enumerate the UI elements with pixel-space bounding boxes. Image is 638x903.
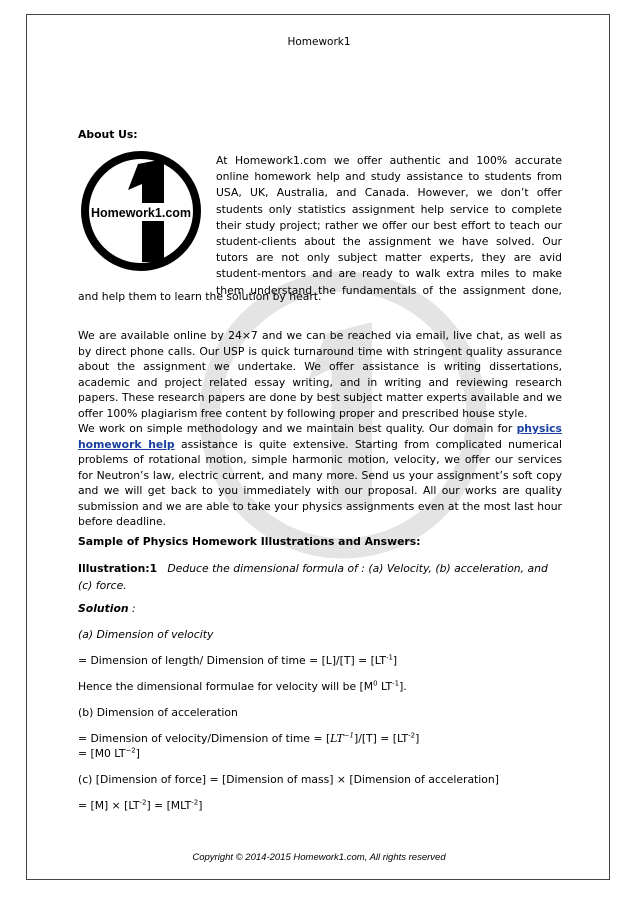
solution-b-line2-start: = [M0 LT <box>78 747 126 760</box>
solution-a-line1-end: ] <box>392 654 398 667</box>
methodology-text-before: We work on simple methodology and we maintain best quality. Our domain for <box>78 422 517 435</box>
availability-paragraph: We are available online by 24×7 and we can be reached via email, live chat, as well as by direct phone calls. Our USP is quick turnaround time with stringent quality assurance about the assignment we undertake. We offer assistance is writing dissertations, academic and project related essay writing, and in writing and reviewing research papers. These research papers are done by best subject matter experts available and we offer 100% plagiarism free content by following proper and prescribed house style. <box>78 329 562 420</box>
solution-label: Solution <box>78 602 129 615</box>
solution-a-heading: (a) Dimension of velocity <box>78 628 214 641</box>
solution-a-line2-sup1: -1 <box>392 679 400 688</box>
illustration-1 <box>78 560 562 594</box>
solution-b-formula-sup: −1 <box>343 731 354 740</box>
illustration-text: Deduce the dimensional formula of : (a) Velocity, (b) acceleration, and (c) force. <box>78 562 548 592</box>
solution-colon: : <box>128 602 136 615</box>
about-paragraph-tail: and help them to learn the solution by heart. <box>78 290 322 303</box>
solution-b-line1-end: ] <box>415 732 420 745</box>
page-footer: Copyright © 2014-2015 Homework1.com, All rights reserved <box>192 852 446 863</box>
solution-a-line2-start: Hence the dimensional formulae for velocity will be [M <box>78 680 374 693</box>
physics-homework-help-link[interactable]: physics homework help <box>78 422 562 451</box>
about-heading: About Us: <box>78 128 138 141</box>
logo-text: Homework1.com <box>90 206 192 220</box>
solution-a-line2-sup0: 0 <box>373 679 378 688</box>
solution-b-line2 <box>78 747 562 760</box>
solution-b-formula: LT <box>330 732 344 745</box>
solution-b-line1-mid: ]/[T] = [LT <box>353 732 409 745</box>
solution-c-line2-sup1: -2 <box>139 798 147 807</box>
solution-c-line2-start: = [M] × [LT <box>78 799 140 812</box>
solution-heading <box>78 602 562 615</box>
solution-a-line1-text: = Dimension of length/ Dimension of time = [L]/[T] = [LT <box>78 654 386 667</box>
solution-b-line2-end: ] <box>135 747 140 760</box>
solution-c-line2-end: ] <box>198 799 203 812</box>
illustration-label: Illustration:1 <box>78 562 158 575</box>
solution-a-line2-end: ]. <box>399 680 407 693</box>
solution-a-line1 <box>78 654 562 667</box>
about-paragraph: At Homework1.com we offer authentic and 100% accurate online homework help and study assistance to students from USA, UK, Australia, and Canada. However, we don’t offer students only statistics assignment help service to complete their study project; rather we offer our best effort to teach our student-clients about the assignment we have solved. Our tutors are not only subject matter experts, they are avid student-mentors and are ready to walk extra miles to make them understand the fundamentals of the assignment done, <box>216 154 562 297</box>
page-header: Homework1 <box>287 36 351 48</box>
solution-a-line2-mid: LT <box>377 680 393 693</box>
solution-c-line2-sup2: -2 <box>191 798 199 807</box>
homework1-logo <box>80 150 202 272</box>
solution-b-line1-start: = Dimension of velocity/Dimension of time = [ <box>78 732 331 745</box>
methodology-text-after: assistance is quite extensive. Starting from complicated numerical problems of rotational motion, simple harmonic motion, velocity, we offer our services for Neutron’s law, electric current, and many more. Send us your assignment’s soft copy and we will get back to you immediately with our proposal. All our works are quality submission and we are able to take your physics assignments even at the most last hour before deadline. <box>78 437 562 528</box>
solution-c-line2-mid: ] = [MLT <box>146 799 192 812</box>
solution-a-line1-sup: -1 <box>385 653 393 662</box>
solution-c-line1: (c) [Dimension of force] = [Dimension of mass] × [Dimension of acceleration] <box>78 773 499 786</box>
solution-b-line1 <box>78 732 562 745</box>
solution-b-line1-sup: -2 <box>408 731 416 740</box>
solution-c-line2 <box>78 799 562 812</box>
solution-b-line2-sup: −2 <box>125 746 136 755</box>
sample-heading: Sample of Physics Homework Illustrations and Answers: <box>78 535 421 548</box>
solution-b-heading: (b) Dimension of acceleration <box>78 706 238 719</box>
solution-a-line2 <box>78 680 562 693</box>
methodology-paragraph <box>78 421 562 530</box>
